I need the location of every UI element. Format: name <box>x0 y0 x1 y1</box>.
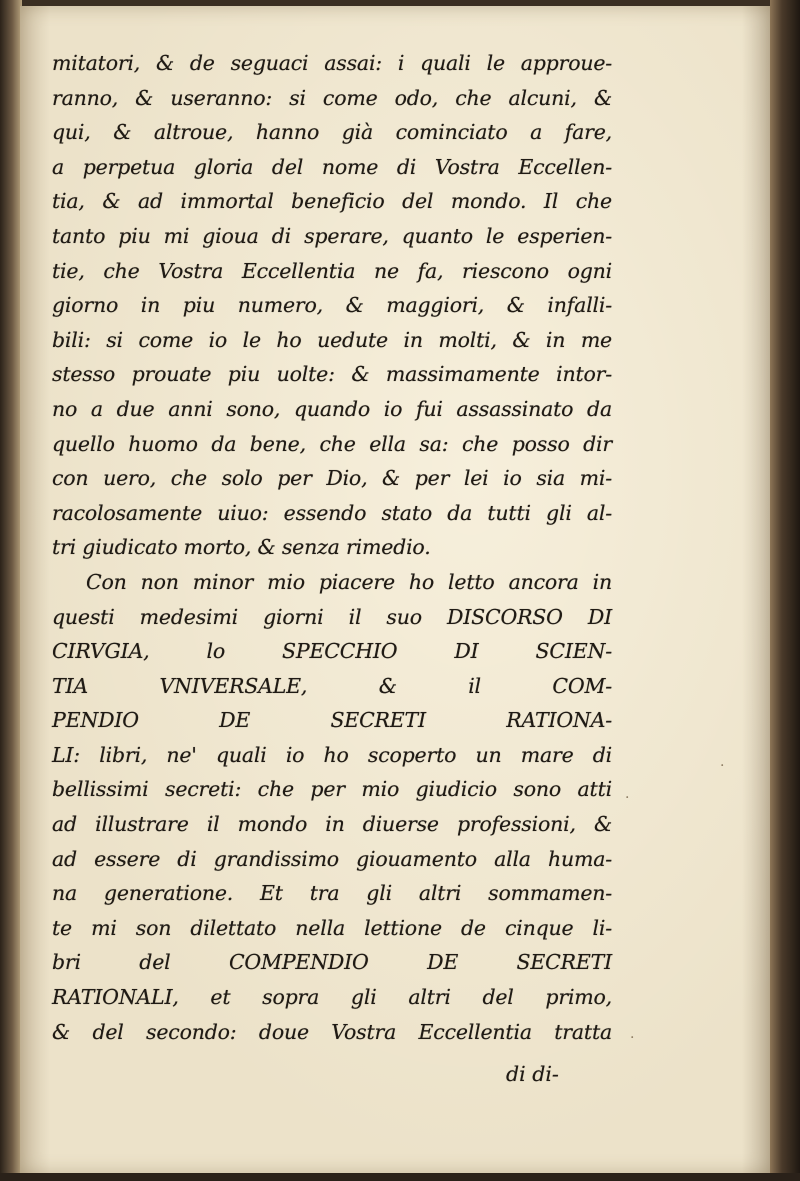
text-line: quello huomo da bene, che ella sa: che posso dir <box>52 431 612 456</box>
text-line: ranno, & useranno: si come odo, che alcuni, & <box>52 85 612 110</box>
margin-speck: · <box>625 790 630 806</box>
text-line: RATIONALI, et sopra gli altri del primo, <box>52 985 612 1010</box>
text-line: TIA VNIVERSALE, & il COM- <box>52 673 612 698</box>
text-line: tie, che Vostra Eccellentia ne fa, riescono ogni <box>52 258 612 283</box>
text-line: mitatori, & de seguaci assai: i quali le approue- <box>52 51 612 75</box>
text-block <box>52 46 612 1049</box>
text-line: ad illustrare il mondo in diuerse professioni, & <box>52 812 612 837</box>
book-fore-edge <box>770 0 800 1181</box>
text-line: te mi son dilettato nella lettione de cinque li- <box>52 915 612 940</box>
text-line: a perpetua gloria del nome di Vostra Eccellen- <box>52 154 612 179</box>
text-line: CIRVGIA, lo SPECCHIO DI SCIEN- <box>52 639 612 664</box>
text-line: questi medesimi giorni il suo DISCORSO DI <box>52 604 612 629</box>
text-line: qui, & altroue, hanno già cominciato a fare, <box>52 120 612 145</box>
book-gutter <box>0 0 22 1181</box>
text-line: bri del COMPENDIO DE SECRETI <box>52 950 612 975</box>
text-line: tanto piu mi gioua di sperare, quanto le esperien- <box>52 223 612 248</box>
text-line: giorno in piu numero, & maggiori, & infalli- <box>52 293 612 318</box>
text-line: bili: si come io le ho uedute in molti, & in me <box>52 327 612 352</box>
book-bottom-edge <box>0 1173 800 1181</box>
text-line: no a due anni sono, quando io fui assassinato da <box>52 396 612 421</box>
text-line: PENDIO DE SECRETI RATIONA- <box>52 708 612 733</box>
text-line: tri giudicato morto, & senza rimedio. <box>52 535 431 560</box>
text-line: racolosamente uiuo: essendo stato da tutti gli al- <box>52 500 612 525</box>
text-line: ad essere di grandissimo giouamento alla huma- <box>52 846 612 871</box>
text-line: con uero, che solo per Dio, & per lei io sia mi- <box>52 466 612 491</box>
text-line: LI: libri, ne' quali io ho scoperto un mare di <box>52 742 612 767</box>
catchword: di di- <box>506 1062 559 1086</box>
text-line: & del secondo: doue Vostra Eccellentia tratta <box>52 1019 612 1044</box>
margin-speck: · <box>720 758 725 774</box>
text-line: tia, & ad immortal beneficio del mondo. Il che <box>52 189 612 214</box>
text-line: bellissimi secreti: che per mio giudicio sono atti <box>52 777 612 802</box>
text-line: stesso prouate piu uolte: & massimamente intor- <box>52 362 612 387</box>
paragraph-first-line: Con non minor mio piacere ho letto ancora in <box>86 569 612 594</box>
margin-speck: · <box>630 1030 635 1046</box>
text-line: na generatione. Et tra gli altri sommamen- <box>52 881 612 906</box>
